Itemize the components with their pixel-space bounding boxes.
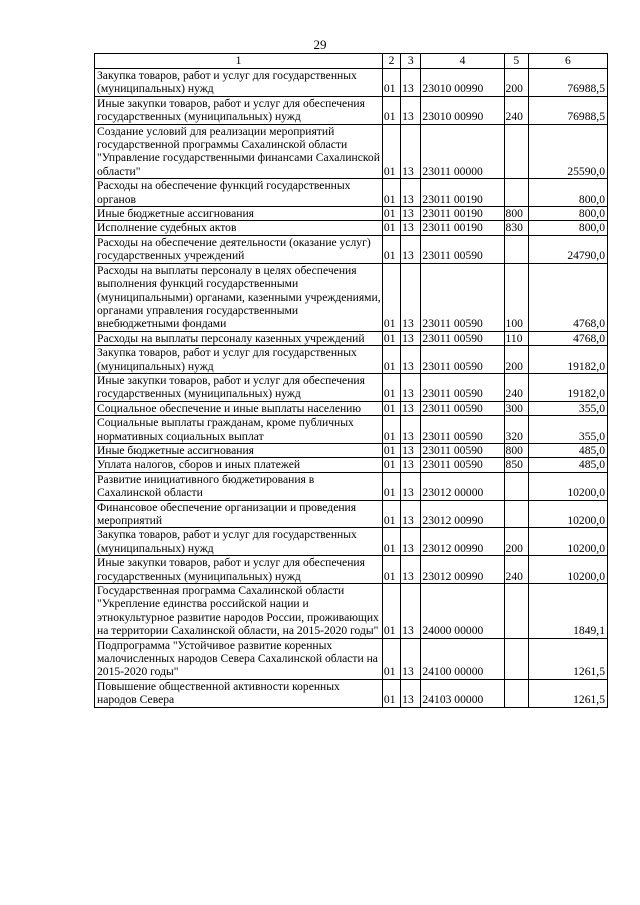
row-expense-type-cell: 300 <box>504 401 528 415</box>
table-row <box>95 373 608 401</box>
row-subsection-cell: 13 <box>401 638 421 679</box>
row-subsection-cell: 13 <box>401 346 421 374</box>
row-expense-type-cell <box>504 500 528 528</box>
row-amount-cell: 24790,0 <box>528 235 607 263</box>
row-expense-type-cell <box>504 472 528 500</box>
row-expense-type-cell <box>504 584 528 639</box>
row-amount-cell: 485,0 <box>528 458 607 472</box>
row-subsection-cell: 13 <box>401 401 421 415</box>
row-section-cell: 01 <box>382 638 400 679</box>
row-name-cell: Финансовое обеспечение организации и проведения мероприятий <box>95 500 383 528</box>
row-subsection-cell: 13 <box>401 179 421 207</box>
column-number-header <box>95 54 608 69</box>
row-expense-type-cell <box>504 235 528 263</box>
row-target-code-cell: 23011 00190 <box>421 207 504 221</box>
row-name-cell: Исполнение судебных актов <box>95 221 383 235</box>
row-expense-type-cell: 240 <box>504 96 528 124</box>
row-name-cell: Создание условий для реализации мероприятий государственной программы Сахалинской области "Управление государственными финансами Сахалинской области" <box>95 124 383 179</box>
row-amount-cell: 1849,1 <box>528 584 607 639</box>
row-name-cell: Иные закупки товаров, работ и услуг для обеспечения государственных (муниципальных) нужд <box>95 556 383 584</box>
row-name-cell: Повышение общественной активности коренных народов Севера <box>95 679 383 707</box>
row-name-cell: Развитие инициативного бюджетирования в Сахалинской области <box>95 472 383 500</box>
row-subsection-cell: 13 <box>401 528 421 556</box>
table-row <box>95 96 608 124</box>
row-target-code-cell: 23012 00990 <box>421 500 504 528</box>
row-section-cell: 01 <box>382 124 400 179</box>
row-amount-cell: 25590,0 <box>528 124 607 179</box>
row-target-code-cell: 23011 00590 <box>421 331 504 345</box>
table-row <box>95 69 608 97</box>
row-target-code-cell: 23011 00590 <box>421 416 504 444</box>
row-expense-type-cell: 100 <box>504 263 528 331</box>
row-section-cell: 01 <box>382 331 400 345</box>
table-row <box>95 263 608 331</box>
row-subsection-cell: 13 <box>401 373 421 401</box>
column-header-1: 1 <box>95 54 383 69</box>
row-subsection-cell: 13 <box>401 221 421 235</box>
row-target-code-cell: 23011 00190 <box>421 221 504 235</box>
row-amount-cell: 76988,5 <box>528 96 607 124</box>
row-subsection-cell: 13 <box>401 416 421 444</box>
table-row <box>95 584 608 639</box>
row-section-cell: 01 <box>382 235 400 263</box>
row-expense-type-cell <box>504 124 528 179</box>
row-amount-cell: 19182,0 <box>528 346 607 374</box>
row-subsection-cell: 13 <box>401 124 421 179</box>
row-section-cell: 01 <box>382 584 400 639</box>
row-name-cell: Расходы на выплаты персоналу казенных учреждений <box>95 331 383 345</box>
row-target-code-cell: 24103 00000 <box>421 679 504 707</box>
row-name-cell: Иные бюджетные ассигнования <box>95 207 383 221</box>
budget-table <box>94 53 608 708</box>
column-header-4: 4 <box>421 54 504 69</box>
row-target-code-cell: 23011 00190 <box>421 179 504 207</box>
table-row <box>95 207 608 221</box>
row-amount-cell: 10200,0 <box>528 556 607 584</box>
row-section-cell: 01 <box>382 679 400 707</box>
row-target-code-cell: 24000 00000 <box>421 584 504 639</box>
row-target-code-cell: 23011 00590 <box>421 373 504 401</box>
row-amount-cell: 355,0 <box>528 416 607 444</box>
row-target-code-cell: 23012 00990 <box>421 528 504 556</box>
table-row <box>95 500 608 528</box>
row-section-cell: 01 <box>382 443 400 457</box>
row-amount-cell: 4768,0 <box>528 331 607 345</box>
row-amount-cell: 10200,0 <box>528 472 607 500</box>
row-expense-type-cell: 800 <box>504 443 528 457</box>
row-subsection-cell: 13 <box>401 500 421 528</box>
row-amount-cell: 355,0 <box>528 401 607 415</box>
row-target-code-cell: 24100 00000 <box>421 638 504 679</box>
row-expense-type-cell <box>504 179 528 207</box>
row-expense-type-cell: 240 <box>504 556 528 584</box>
column-header-3: 3 <box>401 54 421 69</box>
row-name-cell: Закупка товаров, работ и услуг для государственных (муниципальных) нужд <box>95 69 383 97</box>
row-subsection-cell: 13 <box>401 263 421 331</box>
row-section-cell: 01 <box>382 528 400 556</box>
row-section-cell: 01 <box>382 179 400 207</box>
row-expense-type-cell: 200 <box>504 346 528 374</box>
row-name-cell: Государственная программа Сахалинской области "Укрепление единства российской нации и этнокультурное развитие народов России, проживающих на территории Сахалинской области, на 2015-2020 годы" <box>95 584 383 639</box>
row-target-code-cell: 23011 00590 <box>421 401 504 415</box>
row-name-cell: Иные закупки товаров, работ и услуг для обеспечения государственных (муниципальных) нужд <box>95 373 383 401</box>
row-subsection-cell: 13 <box>401 458 421 472</box>
table-row <box>95 679 608 707</box>
row-amount-cell: 19182,0 <box>528 373 607 401</box>
row-expense-type-cell: 320 <box>504 416 528 444</box>
table-row <box>95 638 608 679</box>
row-expense-type-cell: 200 <box>504 528 528 556</box>
row-section-cell: 01 <box>382 373 400 401</box>
row-name-cell: Расходы на обеспечение деятельности (оказание услуг) государственных учреждений <box>95 235 383 263</box>
row-target-code-cell: 23011 00590 <box>421 458 504 472</box>
row-expense-type-cell: 800 <box>504 207 528 221</box>
row-name-cell: Закупка товаров, работ и услуг для государственных (муниципальных) нужд <box>95 346 383 374</box>
row-amount-cell: 1261,5 <box>528 638 607 679</box>
row-section-cell: 01 <box>382 556 400 584</box>
table-row <box>95 472 608 500</box>
row-amount-cell: 10200,0 <box>528 500 607 528</box>
row-expense-type-cell <box>504 679 528 707</box>
row-section-cell: 01 <box>382 207 400 221</box>
column-header-2: 2 <box>382 54 400 69</box>
row-expense-type-cell: 850 <box>504 458 528 472</box>
row-expense-type-cell: 110 <box>504 331 528 345</box>
row-subsection-cell: 13 <box>401 584 421 639</box>
page-number: 29 <box>313 37 327 52</box>
row-section-cell: 01 <box>382 69 400 97</box>
row-subsection-cell: 13 <box>401 207 421 221</box>
table-row <box>95 346 608 374</box>
row-amount-cell: 10200,0 <box>528 528 607 556</box>
row-amount-cell: 76988,5 <box>528 69 607 97</box>
budget-table-body <box>95 54 608 708</box>
row-target-code-cell: 23012 00990 <box>421 556 504 584</box>
row-target-code-cell: 23010 00990 <box>421 96 504 124</box>
row-expense-type-cell: 830 <box>504 221 528 235</box>
table-row <box>95 556 608 584</box>
column-header-6: 6 <box>528 54 607 69</box>
row-subsection-cell: 13 <box>401 235 421 263</box>
row-name-cell: Подпрограмма "Устойчивое развитие коренных малочисленных народов Севера Сахалинской области на 2015-2020 годы" <box>95 638 383 679</box>
row-expense-type-cell <box>504 638 528 679</box>
table-row <box>95 401 608 415</box>
row-target-code-cell: 23011 00000 <box>421 124 504 179</box>
table-row <box>95 124 608 179</box>
row-subsection-cell: 13 <box>401 679 421 707</box>
table-row <box>95 235 608 263</box>
row-name-cell: Расходы на обеспечение функций государственных органов <box>95 179 383 207</box>
row-target-code-cell: 23011 00590 <box>421 443 504 457</box>
table-row <box>95 179 608 207</box>
row-amount-cell: 4768,0 <box>528 263 607 331</box>
row-section-cell: 01 <box>382 472 400 500</box>
table-row <box>95 221 608 235</box>
row-expense-type-cell: 200 <box>504 69 528 97</box>
row-name-cell: Социальное обеспечение и иные выплаты населению <box>95 401 383 415</box>
row-section-cell: 01 <box>382 221 400 235</box>
table-row <box>95 458 608 472</box>
row-name-cell: Социальные выплаты гражданам, кроме публичных нормативных социальных выплат <box>95 416 383 444</box>
row-section-cell: 01 <box>382 346 400 374</box>
table-row <box>95 416 608 444</box>
row-subsection-cell: 13 <box>401 472 421 500</box>
row-subsection-cell: 13 <box>401 69 421 97</box>
row-name-cell: Расходы на выплаты персоналу в целях обеспечения выполнения функций государственными (муниципальными) органами, казенными учреждениями, органами управления государственными внебюджетными фондами <box>95 263 383 331</box>
row-target-code-cell: 23011 00590 <box>421 235 504 263</box>
row-amount-cell: 800,0 <box>528 221 607 235</box>
row-target-code-cell: 23011 00590 <box>421 346 504 374</box>
row-amount-cell: 485,0 <box>528 443 607 457</box>
row-section-cell: 01 <box>382 500 400 528</box>
row-target-code-cell: 23010 00990 <box>421 69 504 97</box>
row-target-code-cell: 23012 00000 <box>421 472 504 500</box>
table-row <box>95 443 608 457</box>
row-section-cell: 01 <box>382 401 400 415</box>
row-name-cell: Закупка товаров, работ и услуг для государственных (муниципальных) нужд <box>95 528 383 556</box>
row-subsection-cell: 13 <box>401 556 421 584</box>
table-row <box>95 331 608 345</box>
row-section-cell: 01 <box>382 416 400 444</box>
row-name-cell: Иные бюджетные ассигнования <box>95 443 383 457</box>
row-amount-cell: 800,0 <box>528 207 607 221</box>
row-section-cell: 01 <box>382 458 400 472</box>
column-header-5: 5 <box>504 54 528 69</box>
row-expense-type-cell: 240 <box>504 373 528 401</box>
row-target-code-cell: 23011 00590 <box>421 263 504 331</box>
row-subsection-cell: 13 <box>401 96 421 124</box>
row-subsection-cell: 13 <box>401 443 421 457</box>
row-name-cell: Иные закупки товаров, работ и услуг для обеспечения государственных (муниципальных) нужд <box>95 96 383 124</box>
row-section-cell: 01 <box>382 96 400 124</box>
table-row <box>95 528 608 556</box>
row-amount-cell: 1261,5 <box>528 679 607 707</box>
row-section-cell: 01 <box>382 263 400 331</box>
row-name-cell: Уплата налогов, сборов и иных платежей <box>95 458 383 472</box>
row-amount-cell: 800,0 <box>528 179 607 207</box>
row-subsection-cell: 13 <box>401 331 421 345</box>
